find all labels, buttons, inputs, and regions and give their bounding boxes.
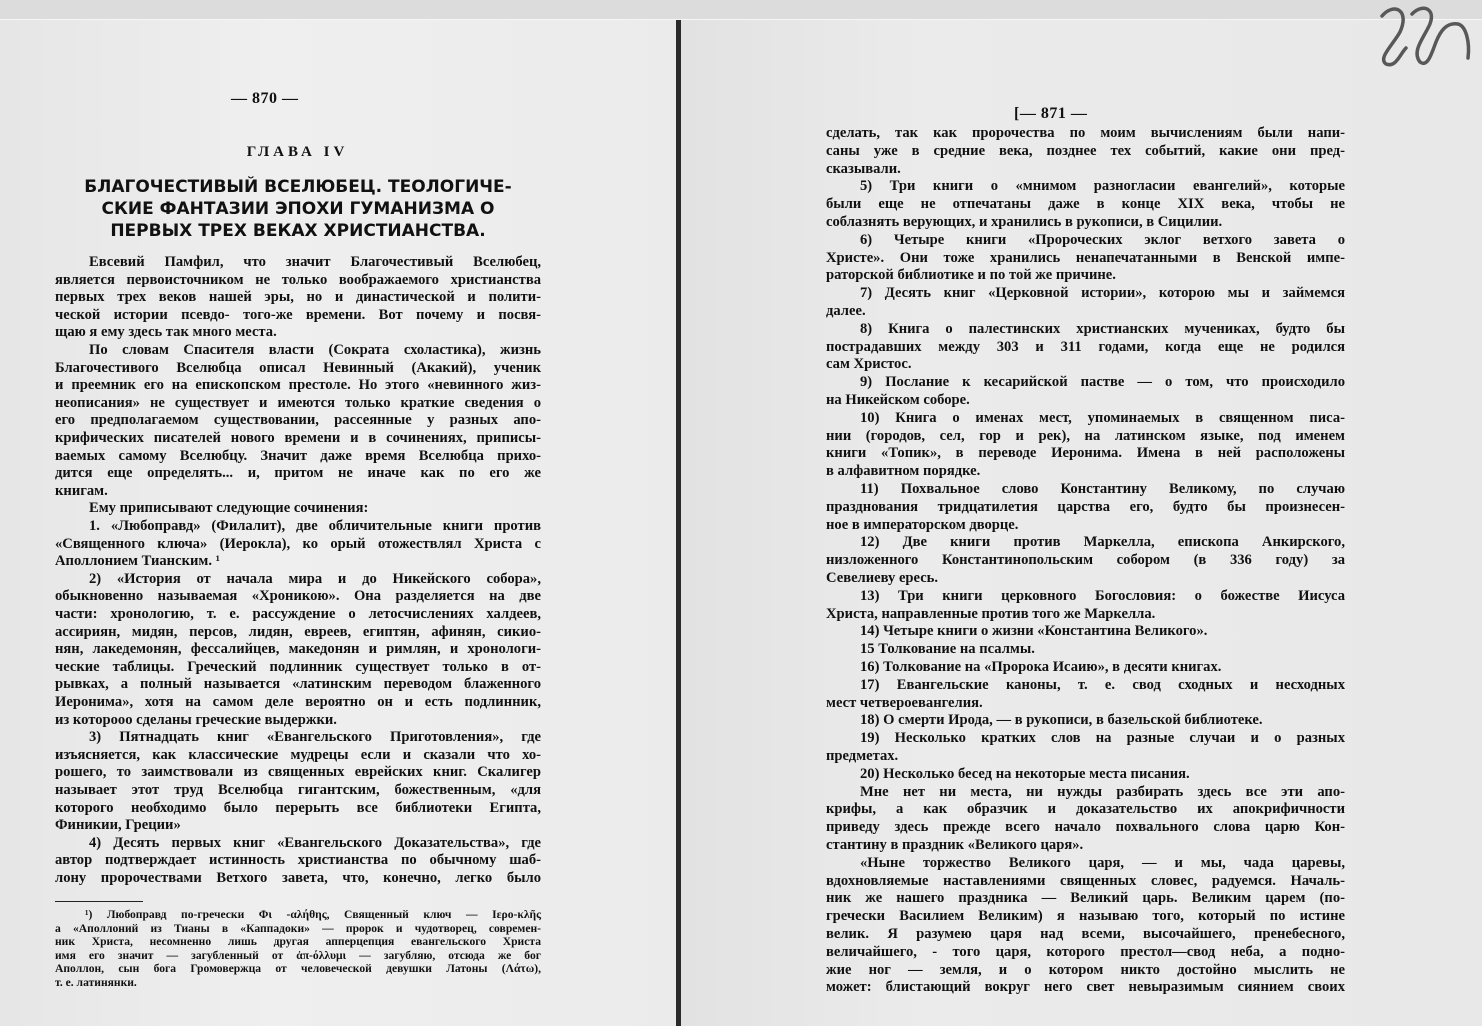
footnote-rule <box>55 901 143 902</box>
text-line: щаю я ему здесь так много места. <box>55 324 277 341</box>
title-line: СКИЕ ФАНТАЗИИ ЭПОХИ ГУМАНИЗМА О <box>101 199 495 219</box>
text-line: ваемых самому Вселюбцу. Значит даже время Вселюбца прихо- <box>55 447 541 464</box>
text-line: саны уже в средние века, позднее тех событий, какие они пред- <box>826 142 1345 159</box>
text-line: называет этот труд Вселюбца гигантским, божественным, «для <box>55 782 541 798</box>
text-line: низложенного Константинопольским собором (в 336 году) за <box>826 552 1345 569</box>
text-line: ное в императорском дворце. <box>826 516 1019 533</box>
handwritten-folio-number <box>1352 0 1482 80</box>
text-line: 16) Толкование на «Пророка Исаию», в десяти книгах. <box>860 659 1222 675</box>
text-line: 17) Евангельские каноны, т. е. свод сходных и несходных <box>860 676 1345 693</box>
text-line: и преемник его на епископском престоле. Но этого «невинного жиз- <box>55 377 541 394</box>
text-line: мест четвероевангелия. <box>826 694 983 711</box>
text-line: обыкновенно называемая «Хроникою». Она разделяется на две <box>55 588 541 605</box>
title-line: ПЕРВЫХ ТРЕХ ВЕКАХ ХРИСТИАНСТВА. <box>110 221 486 241</box>
text-line: сказывали. <box>826 160 901 177</box>
text-line: соблазнять верующих, и хранились в рукописи, в Сицилии. <box>826 214 1223 230</box>
text-line: 3) Пятнадцать книг «Евангельского Приготовления», где <box>89 729 541 746</box>
text-line: величайшего, - того царя, которого престол—свод неба, а подно- <box>826 943 1345 960</box>
text-line: крифических писателей нового времени и в сочинениях, приписы- <box>55 430 541 446</box>
text-line: приведу здесь прежде всего начало похвального слова царю Кон- <box>826 819 1345 836</box>
text-line: Ему приписывают следующие сочинения: <box>89 500 369 517</box>
text-line: 2) «История от начала мира и до Никейского собора», <box>89 570 541 587</box>
text-line: Финикии, Греции» <box>55 817 181 834</box>
text-line: Христа, направленные против того же Маркелла. <box>826 605 1156 622</box>
text-line: Севелиеву ересь. <box>826 570 939 586</box>
text-line: были еще не отпечатаны даже в конце XIX века, чтобы не <box>826 196 1345 213</box>
text-line: сам Христос. <box>826 356 912 373</box>
text-line: а «Аполлоний из Тианы в «Каппадоки» — пророк и чудотворец, современ- <box>55 921 541 935</box>
text-line: нян, лакедемонян, фессалийцев, македонян и римлян, и хронологи- <box>55 641 541 658</box>
text-line: 4) Десять первых книг «Евангельского Доказательства», где <box>89 834 541 851</box>
chapter-title <box>48 176 548 242</box>
text-line: ник же нашего праздника — Великий царь. Великим царем (по- <box>826 890 1345 907</box>
text-line: предметах. <box>826 748 899 764</box>
text-line: из котороoo сделаны греческие выдержки. <box>55 711 337 728</box>
text-line: Мне нет ни места, ни нужды разбирать здесь все эти апо- <box>860 783 1345 800</box>
text-line: Аполлон, сын бога Громовержца от человеческой девушки Латоны (Λάτω), <box>55 962 541 976</box>
text-line: раторской библиотике и по той же причине. <box>826 267 1116 284</box>
text-line: части: хронологию, т. е. рассуждение о летосчислениях халдеев, <box>55 606 541 622</box>
text-line: ник Христа, несомненно лишь другая апперцепция евангельского Христа <box>55 935 541 949</box>
text-line: дится еще определять... и, притом не иначе как по его же <box>55 465 541 482</box>
text-line: велик. Я разумею царя над всеми, высочайшего, пренебесного, <box>826 926 1345 942</box>
text-line: «Ныне торжество Великого царя, — и мы, чада царевы, <box>860 854 1345 871</box>
text-line: книги «Топик», в переводе Иеронима. Имена в ней расположены <box>826 445 1345 462</box>
text-line: гречески Василием Великим) я называю того, который по истине <box>826 908 1345 925</box>
text-line: вдохновляемые наставлениями священных словес, радуемся. Началь- <box>826 872 1345 889</box>
text-line: празднования тридцатилетия царства его, будто бы произнесен- <box>826 498 1345 515</box>
text-line: Евсевий Памфил, что значит Благочестивый Вселюбец, <box>89 254 541 270</box>
left-page <box>0 0 677 1026</box>
text-line: 15 Толкование на псалмы. <box>860 641 1035 658</box>
text-line: автор подтверждает истинность христианства по обычному шаб- <box>55 852 541 869</box>
text-line: ческой истории псевдо- того-же времени. Вот почему и посвя- <box>55 306 541 323</box>
text-line: нии (городов, сел, гор и рек), на латинском языке, под именем <box>826 427 1345 444</box>
right-page <box>681 0 1482 1026</box>
text-line: 10) Книга о именах мест, упоминаемых в священном писа- <box>860 409 1345 426</box>
page-number: [— 871 — <box>1014 105 1088 122</box>
text-line: Христе». Они тоже хранились ненапечатанными в Венской импе- <box>826 249 1345 266</box>
text-line: 8) Книга о палестинских христианских мучениках, будто бы <box>860 320 1345 337</box>
text-line: 19) Несколько кратких слов на разные случаи и о разных <box>860 730 1345 747</box>
text-line: имя его значит — загубленный от ἀπ-όλλυμι — загубляю, отсюда же бог <box>55 948 541 962</box>
text-line: в алфавитном порядке. <box>826 463 981 480</box>
page-number: — 870 — <box>231 90 299 107</box>
text-line: может: блистающий вокруг него свет невыразимым сиянием своих <box>826 979 1345 996</box>
text-line: пострадавших между 303 и 311 годами, когда еще не родился <box>826 338 1345 355</box>
text-line: жие ног — земля, и о котором никто достойно мыслить не <box>826 961 1345 978</box>
scan-top-band <box>0 0 1482 20</box>
text-line: далее. <box>826 303 866 319</box>
text-line: т. е. латинянки. <box>55 976 137 989</box>
text-line: Аполлонием Тианским. ¹ <box>55 553 220 570</box>
text-line: Благочестивого Вселюбца описал Невинный (Акакий), ученик <box>55 359 541 376</box>
text-line: 14) Четыре книги о жизни «Константина Великого». <box>860 623 1208 640</box>
text-line: лону пророчествами Ветхого завета, что, конечно, легко было <box>55 870 541 886</box>
text-line: 18) О смерти Ирода, — в рукописи, в базельской библиотеке. <box>860 712 1263 729</box>
text-line: ассириян, мидян, персов, лидян, евреев, египтян, афинян, сикио- <box>55 623 541 640</box>
text-line: рошего, то заимствовали из священных еврейских книг. Скалигер <box>55 764 541 781</box>
text-line: является первоисточником не только воображаемого христианства <box>55 271 541 288</box>
text-line: на Никейском соборе. <box>826 392 970 408</box>
text-line: неописания» не существует и имеются только краткие сведения о <box>55 394 541 411</box>
text-line: крифы, а как образчик и доказательство их апокрифичности <box>826 801 1345 818</box>
text-line: ¹) Любоправд по-гречески Φι -αλήθης, Священный ключ — Ιερο-κλῆς <box>85 908 541 921</box>
text-line: 5) Три книги о «мнимом разногласии евангелий», которые <box>860 178 1345 195</box>
text-line: 11) Похвальное слово Константину Великому, по случаю <box>860 481 1345 497</box>
text-line: 6) Четыре книги «Пророческих эклог ветхого завета о <box>860 231 1345 248</box>
text-line: По словам Спасителя власти (Сократа схоластика), жизнь <box>89 342 541 358</box>
text-line: ческие таблицы. Греческий подлинник существует только в от- <box>55 658 541 675</box>
text-line: стантину в праздник «Великого царя». <box>826 837 1084 853</box>
text-line: 1. «Любоправд» (Филалит), две обличительные книги против <box>89 518 541 534</box>
text-line: первых трех веков нашей эры, но и династической и полити- <box>55 289 541 306</box>
text-line: «Священного ключа» (Иерокла), ко орый отожествлял Христа с <box>55 535 541 552</box>
text-line: 20) Несколько бесед на некоторые места писания. <box>860 765 1190 782</box>
text-line: его предполагаемом существовании, рассеянные у разных апо- <box>55 412 541 429</box>
text-line: 12) Две книги против Маркелла, епископа Анкирского, <box>860 534 1345 551</box>
chapter-heading: ГЛАВА IV <box>246 144 349 160</box>
text-line: 7) Десять книг «Церковной истории», которою мы и займемся <box>860 285 1345 302</box>
text-line: которого необходимо было перерыть все библиотеки Египта, <box>55 799 541 816</box>
text-line: книгам. <box>55 482 108 499</box>
text-line: сделать, так как пророчества по моим вычислениям были напи- <box>826 125 1345 141</box>
title-line: БЛАГОЧЕСТИВЫЙ ВСЕЛЮБЕЦ. ТЕОЛОГИЧЕ- <box>84 177 512 197</box>
text-line: изъясняется, как классические мудрецы если и сказали что хо- <box>55 746 541 763</box>
text-line: рывках, а полный называется «латинским переводом блаженного <box>55 676 541 693</box>
text-line: 9) Послание к кесарийской пастве — о том, что происходило <box>860 374 1345 391</box>
text-line: Иеронима», хотя на самом деле вероятно он и есть подлинник, <box>55 694 541 710</box>
text-line: 13) Три книги церковного Богословия: о божестве Иисуса <box>860 587 1345 604</box>
